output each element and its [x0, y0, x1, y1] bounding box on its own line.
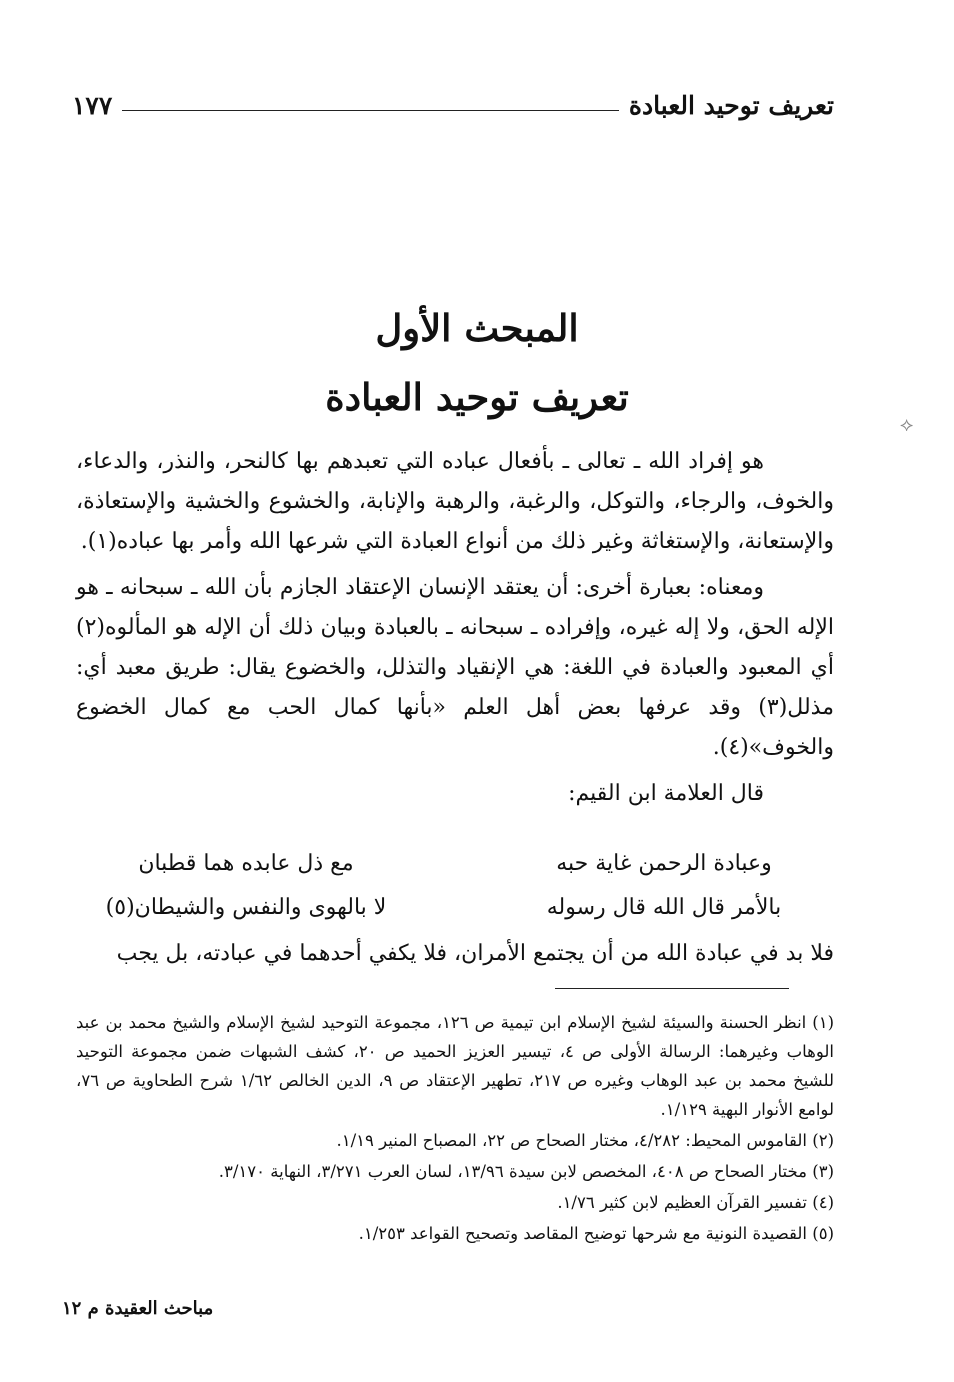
signature-mark: مباحث العقيدة م ١٢	[62, 1298, 214, 1319]
running-header	[72, 88, 834, 122]
verse-first-hemistich: بالأمر قال الله قال رسوله	[546, 895, 782, 920]
poem-intro: قال العلامة ابن القيم:	[568, 781, 764, 806]
chapter-heading: المبحث الأول	[375, 306, 579, 350]
poem-verse	[76, 842, 834, 886]
chapter-heading-block	[0, 300, 954, 428]
footnote-item: (٣) مختار الصحاح ص ٤٠٨، المخصص لابن سيدة ١٣/٩٦، لسان العرب ٣/٢٧١، النهاية ٣/١٧٠.	[218, 1162, 834, 1181]
verse-first-hemistich: وعبادة الرحمن غاية حبه	[556, 851, 772, 876]
footnote-item: (٢) القاموس المحيط: ٤/٢٨٢، مختار الصحاح ص ٢٢، المصباح المنير ١/١٩.	[336, 1131, 834, 1150]
header-rule	[122, 110, 619, 111]
footnote-item: (٤) تفسير القرآن العظيم لابن كثير ١/٧٦.	[557, 1193, 834, 1212]
poem	[76, 842, 834, 930]
footnotes	[76, 1008, 834, 1250]
closing-line: فلا بد في عبادة الله من أن يجتمع الأمران، فلا يكفي أحدهما في عبادته، بل يجب	[116, 941, 834, 966]
margin-pencil-mark: ⟡	[900, 412, 914, 436]
footnote-item: (٥) القصيدة النونية مع شرحها توضيح المقاصد وتصحيح القواعد ١/٢٥٣.	[358, 1224, 834, 1243]
header-title: تعريف توحيد العبادة	[628, 90, 834, 120]
paragraph-meaning: ومعناه: بعبارة أخرى: أن يعتقد الإنسان الإعتقاد الجازم بأن الله ـ سبحانه ـ هو الإله الحق، ولا إله غيره، وإفراده ـ سبحانه ـ بالعبادة وبيان ذلك أن الإله هو المألوه(٢) أي المعبود والعبادة في اللغة: هي الإنقياد والتذلل، والخضوع يقال: طريق معبد أي: مذلل(٣) وقد عرفها بعض أهل العلم «بأنها كمال الحب مع كمال الخضوع والخوف»(٤).	[76, 575, 834, 760]
poem-verse	[76, 886, 834, 930]
verse-second-hemistich: لا بالهوى والنفس والشيطان(٥)	[105, 895, 387, 920]
paragraph-definition: هو إفراد الله ـ تعالى ـ بأفعال عباده التي تعبدهم بها كالنحر، والنذر، والدعاء، والخوف، والرجاء، والتوكل، والرغبة، والرهبة والإنابة، والخشوع والخشية والإستعاذة، والإستعانة، والإستغاثة وغير ذلك من أنواع العبادة التي شرعها الله وأمر بها عباده(١).	[76, 449, 834, 554]
chapter-subheading: تعريف توحيد العبادة	[325, 375, 629, 419]
body-text	[76, 442, 834, 814]
verse-second-hemistich: مع ذل عابده هما قطبان	[138, 851, 354, 876]
footnote-separator	[555, 988, 789, 989]
page-number: ١٧٧	[72, 90, 113, 120]
footnote-item: (١) انظر الحسنة والسيئة لشيخ الإسلام ابن تيمية ص ١٢٦، مجموعة التوحيد لشيخ الإسلام والشيخ محمد بن عبد الوهاب وغيرهما: الرسالة الأولى ص ٤، تيسير العزيز الحميد ص ٢٠، كشف الشبهات ضمن مجموعة التوحيد للشيخ محمد بن عبد الوهاب وغيره ص ٢١٧، تطهير الإعتقاد ص ٩، الدين الخالص ١/٦٢ شرح الطحاوية ص ٧٦، لوامع الأنوار البهية ١/١٢٩.	[76, 1013, 834, 1119]
